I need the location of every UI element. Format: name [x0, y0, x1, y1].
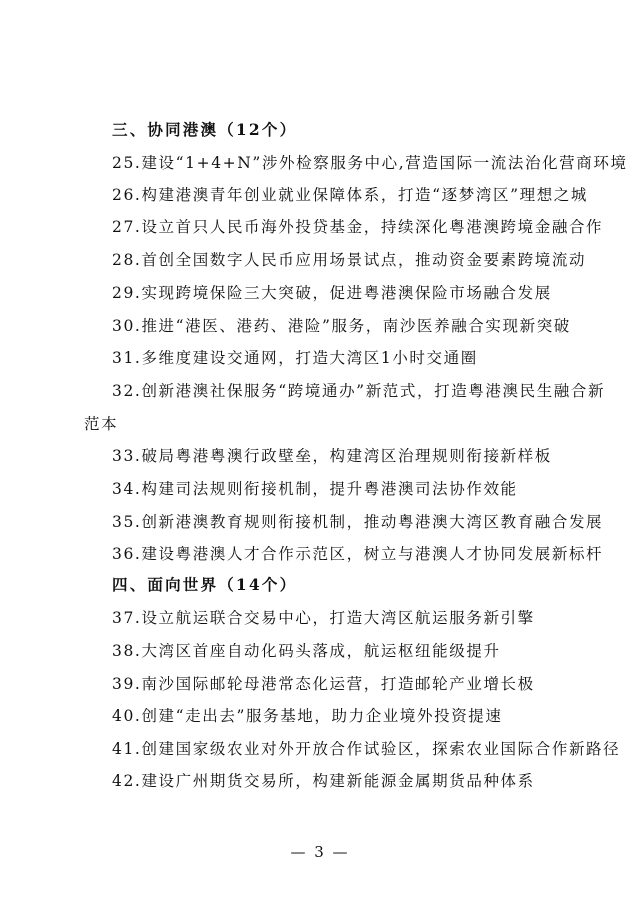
list-item-35: 35.创新港澳教育规则衔接机制，推动粤港澳大湾区教育融合发展	[112, 513, 604, 531]
list-item-40: 40.创建“走出去”服务基地，助力企业境外投资提速	[112, 707, 503, 725]
list-item-31: 31.多维度建设交通网，打造大湾区1小时交通圈	[112, 349, 478, 367]
list-item-30: 30.推进“港医、港药、港险”服务，南沙医养融合实现新突破	[112, 317, 571, 335]
list-item-25: 25.建设“1+4+N”涉外检察服务中心,营造国际一流法治化营商环境	[112, 154, 628, 172]
list-item-27: 27.设立首只人民币海外投贷基金，持续深化粤港澳跨境金融合作	[112, 218, 604, 236]
list-item-41: 41.创建国家级农业对外开放合作试验区，探索农业国际合作新路径	[112, 740, 621, 758]
list-item-28: 28.首创全国数字人民币应用场景试点，推动资金要素跨境流动	[112, 251, 587, 269]
list-item-34: 34.构建司法规则衔接机制，提升粤港澳司法协作效能	[112, 480, 518, 498]
list-item-29: 29.实现跨境保险三大突破，促进粤港澳保险市场融合发展	[112, 284, 552, 302]
list-item-32-continuation: 范本	[84, 415, 119, 433]
list-item-32: 32.创新港澳社保服务“跨境通办”新范式，打造粤港澳民生融合新	[112, 382, 606, 400]
list-item-42: 42.建设广州期货交易所，构建新能源金属期货品种体系	[112, 772, 535, 790]
list-item-33: 33.破局粤港粤澳行政壁垒，构建湾区治理规则衔接新样板	[112, 447, 552, 465]
section-heading-facing-world: 四、面向世界（14个）	[112, 575, 298, 594]
list-item-26: 26.构建港澳青年创业就业保障体系，打造“逐梦湾区”理想之城	[112, 186, 588, 204]
list-item-37: 37.设立航运联合交易中心，打造大湾区航运服务新引擎	[112, 609, 535, 627]
list-item-38: 38.大湾区首座自动化码头落成，航运枢纽能级提升	[112, 642, 501, 660]
section-heading-coordination-hk-macao: 三、协同港澳（12个）	[112, 120, 298, 139]
list-item-39: 39.南沙国际邮轮母港常态化运营，打造邮轮产业增长极	[112, 675, 535, 693]
list-item-36: 36.建设粤港澳人才合作示范区，树立与港澳人才协同发展新标杆	[112, 545, 604, 563]
page-number: — 3 —	[290, 843, 350, 861]
